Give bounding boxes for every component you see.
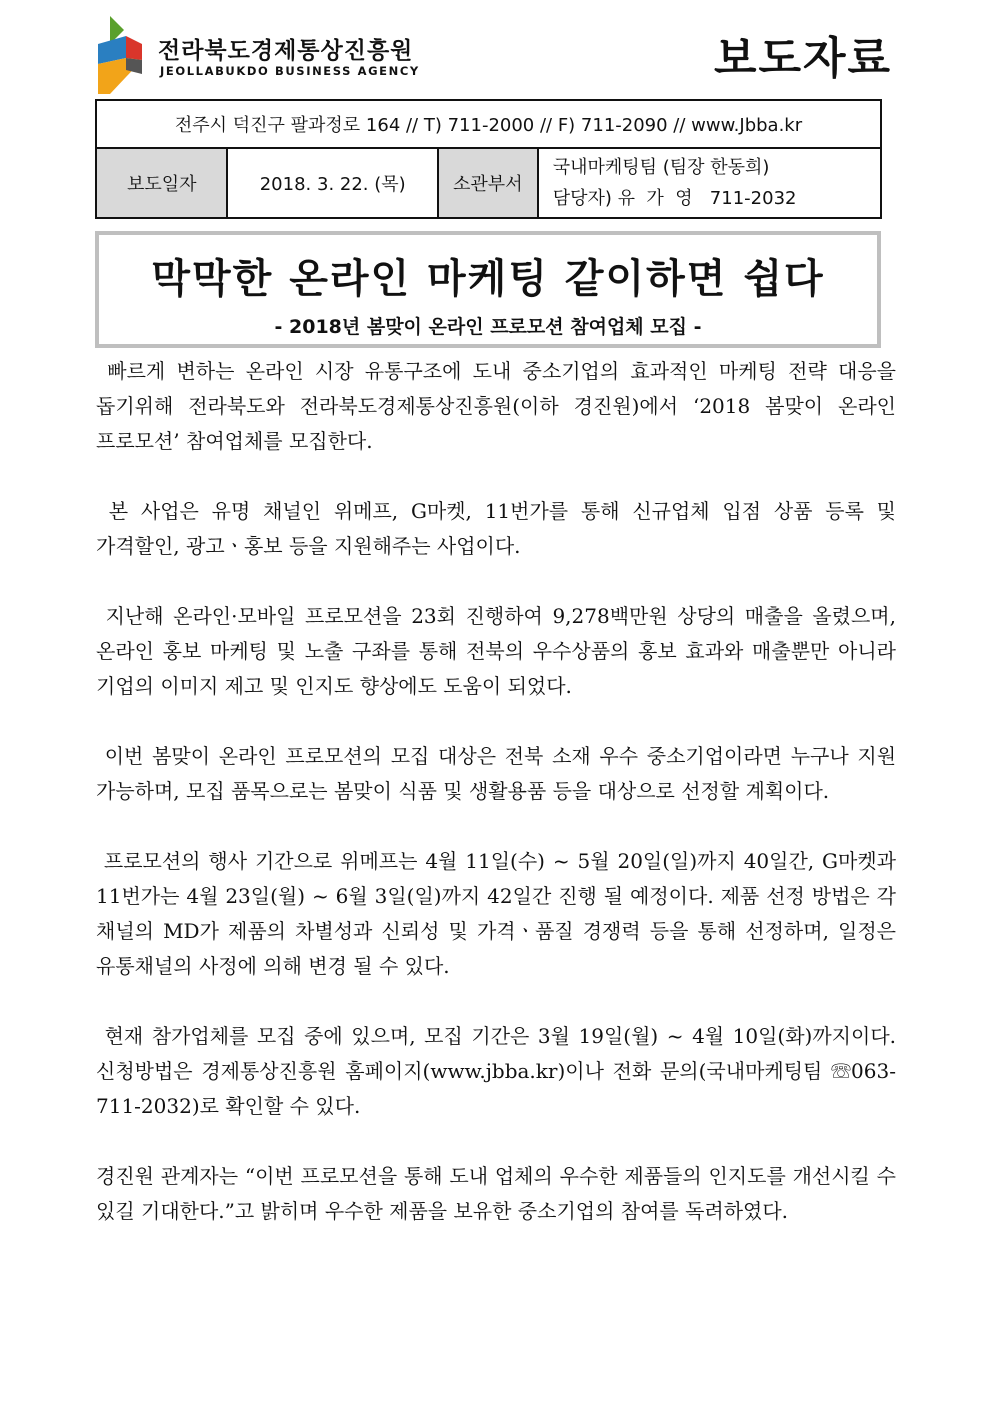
release-date-label: 보도일자 bbox=[96, 148, 227, 218]
department-value bbox=[538, 148, 881, 218]
article-body bbox=[96, 354, 903, 1229]
release-date-value: 2018. 3. 22. (목) bbox=[227, 148, 437, 218]
department-label: 소관부서 bbox=[438, 148, 538, 218]
agency-logo bbox=[96, 14, 156, 96]
body-paragraph: 현재 참가업체를 모집 중에 있으며, 모집 기간은 3월 19일(월) ~ 4월 10일(화)까지이다. 신청방법은 경제통상진흥원 홈페이지(www.jbba.kr)이나 전화 문의(국내마케팅팀 ☏063-711-2032)로 확인할 수 있다. bbox=[96, 1024, 903, 1118]
body-paragraph: 이번 봄맞이 온라인 프로모션의 모집 대상은 전북 소재 우수 중소기업이라면 누구나 지원 가능하며, 모집 품목으로는 봄맞이 식품 및 생활용품 등을 대상으로 선정할 계획이다. bbox=[96, 744, 903, 803]
organization-name: 전라북도경제통상진흥원 bbox=[158, 38, 414, 64]
body-paragraph: 빠르게 변하는 온라인 시장 유통구조에 도내 중소기업의 효과적인 마케팅 전략 대응을 돕기위해 전라북도와 전라북도경제통상진흥원(이하 경진원)에서 ‘2018 봄맞이 온라인 프로모션’ 참여업체를 모집한다. bbox=[96, 359, 903, 453]
document-type-title: 보도자료 bbox=[713, 33, 892, 84]
body-paragraph: 프로모션의 행사 기간으로 위메프는 4월 11일(수) ~ 5월 20일(일)까지 40일간, G마켓과 11번가는 4월 23일(월) ~ 6월 3일(일)까지 42일간 진행 될 예정이다. 제품 선정 방법은 각 채널의 MD가 제품의 차별성과 신뢰성 및 가격ㆍ품질 경쟁력 등을 통해 선정하며, 일정은 유통채널의 사정에 의해 변경 될 수 있다. bbox=[96, 849, 903, 978]
organization-name-english: JEOLLABUKDO BUSINESS AGENCY bbox=[160, 64, 420, 78]
body-paragraph: 경진원 관계자는 “이번 프로모션을 통해 도내 업체의 우수한 제품들의 인지도를 개선시킬 수 있길 기대한다.”고 밝히며 우수한 제품을 보유한 중소기업의 참여를 독려하였다. bbox=[96, 1164, 903, 1223]
press-header bbox=[96, 8, 896, 98]
headline: 막막한 온라인 마케팅 같이하면 쉽다 bbox=[151, 256, 825, 302]
headline-box bbox=[95, 231, 881, 348]
contact-address: 전주시 덕진구 팔과정로 164 // T) 711-2000 // F) 711-2090 // www.Jbba.kr bbox=[96, 100, 881, 148]
department-team: 국내마케팅팀 (팀장 한동희) bbox=[552, 157, 770, 178]
press-info-table bbox=[95, 99, 882, 219]
subheadline: - 2018년 봄맞이 온라인 프로모션 참여업체 모집 - bbox=[274, 316, 702, 338]
body-paragraph: 본 사업은 유명 채널인 위메프, G마켓, 11번가를 통해 신규업체 입점 상품 등록 및 가격할인, 광고ㆍ홍보 등을 지원해주는 사업이다. bbox=[96, 499, 903, 558]
body-paragraph: 지난해 온라인·모바일 프로모션을 23회 진행하여 9,278백만원 상당의 매출을 올렸으며, 온라인 홍보 마케팅 및 노출 구좌를 통해 전북의 우수상품의 홍보 효과와 매출뿐만 아니라 기업의 이미지 제고 및 인지도 향상에도 도움이 되었다. bbox=[96, 604, 903, 698]
department-contact: 담당자) 유 가 영 711-2032 bbox=[552, 188, 797, 209]
